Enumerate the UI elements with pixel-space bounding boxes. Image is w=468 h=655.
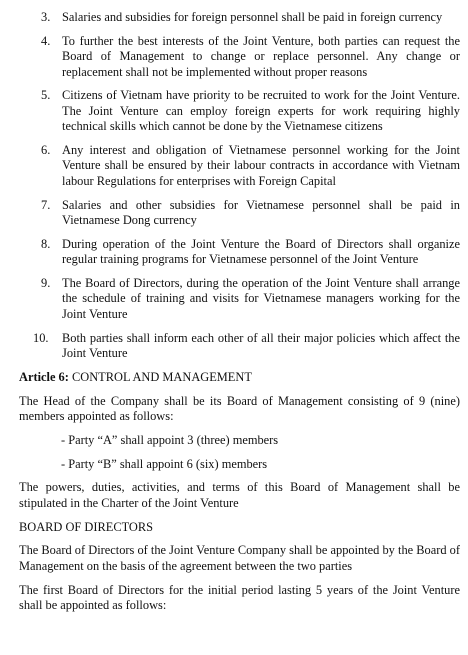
item-number: 4. xyxy=(41,33,51,48)
list-item xyxy=(19,34,460,80)
item-number: 7. xyxy=(41,197,51,212)
item-number: 3. xyxy=(41,10,51,24)
party-b-appointment: - Party “B” shall appoint 6 (six) members xyxy=(61,456,268,471)
item-text: Both parties shall inform each other of all their major policies which affect the Joint Venture xyxy=(62,330,460,361)
item-text: Salaries and subsidies for foreign personnel shall be paid in foreign currency xyxy=(62,10,443,24)
item-text: Citizens of Vietnam have priority to be recruited to work for the Joint Venture. The Joint Venture can employ foreign experts for work requiring highly technical skills which cannot be done by the Vietnamese citizens xyxy=(62,88,460,134)
list-item xyxy=(19,237,460,268)
article-heading xyxy=(19,370,460,385)
list-item xyxy=(19,198,460,229)
item-number: 10. xyxy=(33,330,49,345)
list-item xyxy=(19,88,460,134)
list-item xyxy=(19,143,460,189)
item-text: To further the best interests of the Joint Venture, both parties can request the Board of Management to change or replace personnel. Any change or replacement shall not be implemented without proper reasons xyxy=(62,33,460,79)
first-board-text: The first Board of Directors for the initial period lasting 5 years of the Joint Venture shall be appointed as follows: xyxy=(19,582,460,613)
list-item xyxy=(19,331,460,362)
item-number: 6. xyxy=(41,143,51,158)
item-number: 9. xyxy=(41,276,51,291)
list-item xyxy=(19,276,460,322)
article-title: CONTROL AND MANAGEMENT xyxy=(72,369,252,384)
management-powers: The powers, duties, activities, and terms of this Board of Management shall be stipulated in the Charter of the Joint Venture xyxy=(19,480,460,510)
party-a-appointment: - Party “A” shall appoint 3 (three) members xyxy=(61,432,279,447)
directors-heading: BOARD OF DIRECTORS xyxy=(19,519,154,534)
management-intro: The Head of the Company shall be its Board of Management consisting of 9 (nine) members appointed as follows: xyxy=(19,393,460,424)
item-text: During operation of the Joint Venture the Board of Directors shall organize regular training programs for Vietnamese personnel of the Joint Venture xyxy=(62,236,460,267)
item-number: 5. xyxy=(41,88,51,103)
item-text: Salaries and other subsidies for Vietnamese personnel shall be paid in Vietnamese Dong currency xyxy=(62,197,460,228)
numbered-list xyxy=(19,10,460,361)
item-text: Any interest and obligation of Vietnamese personnel working for the Joint Venture shall be ensured by their labour contracts in accordance with Vietnam labour Regulations for enterprises with Foreign Capital xyxy=(62,143,460,188)
list-item xyxy=(19,10,460,25)
article-label: Article 6: xyxy=(19,369,69,384)
item-number: 8. xyxy=(41,236,51,251)
item-text: The Board of Directors, during the operation of the Joint Venture shall arrange the schedule of training and visits for Vietnamese managers working for the Joint Venture xyxy=(62,276,460,321)
directors-appointment: The Board of Directors of the Joint Venture Company shall be appointed by the Board of Management on the basis of the agreement between the two parties xyxy=(19,543,460,573)
